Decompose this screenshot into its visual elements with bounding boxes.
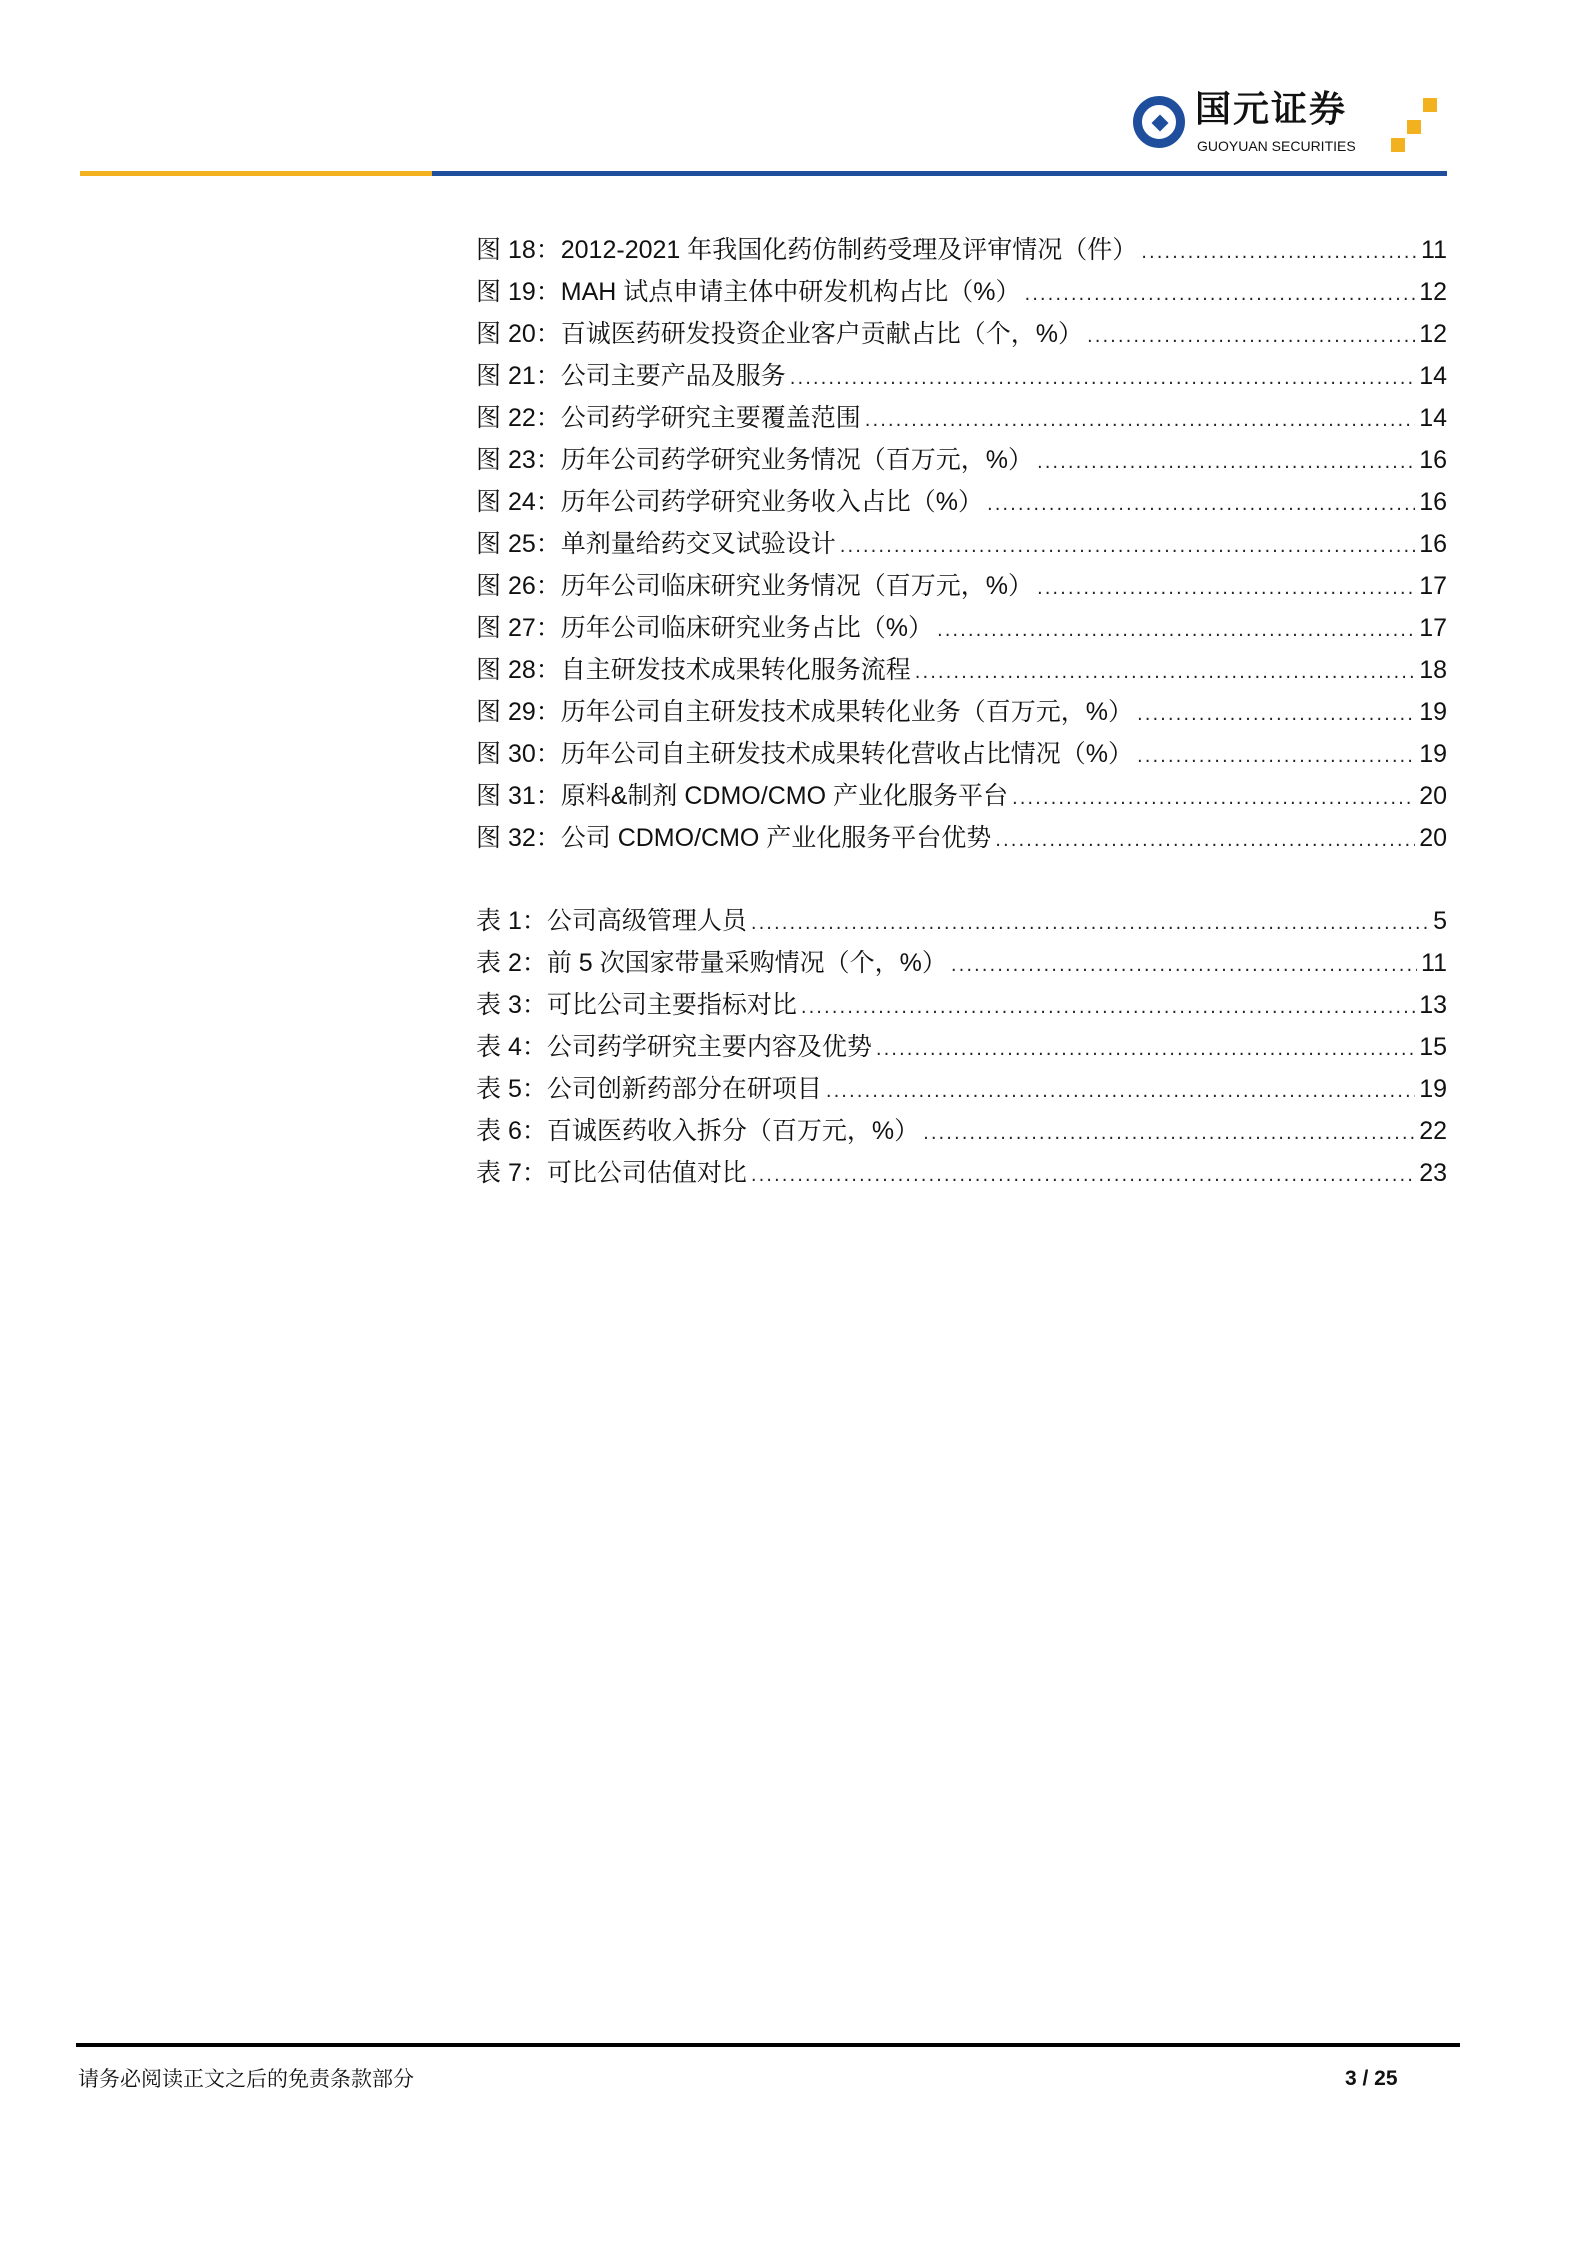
toc-leader-dots bbox=[876, 1029, 1415, 1068]
header-rule-blue bbox=[432, 171, 1447, 176]
header-rule-gold bbox=[80, 171, 432, 176]
toc-entry-label: 表 5：公司创新药部分在研项目 bbox=[476, 1075, 822, 1103]
toc-entry-label: 表 4：公司药学研究主要内容及优势 bbox=[476, 1033, 872, 1061]
toc-entry-page: 17 bbox=[1419, 572, 1447, 600]
toc-leader-dots bbox=[1037, 442, 1415, 481]
toc-entry-page: 12 bbox=[1419, 278, 1447, 306]
toc-entry[interactable] bbox=[476, 355, 1447, 397]
logo-square-icon bbox=[1407, 120, 1421, 134]
toc-entry-label: 图 28：自主研发技术成果转化服务流程 bbox=[476, 656, 911, 684]
toc-leader-dots bbox=[1087, 316, 1415, 355]
toc-entry-label: 表 2：前 5 次国家带量采购情况（个，%） bbox=[476, 949, 947, 977]
toc-entry-label: 图 21：公司主要产品及服务 bbox=[476, 362, 786, 390]
toc-entry[interactable] bbox=[476, 439, 1447, 481]
toc-entry[interactable] bbox=[476, 397, 1447, 439]
toc-entry-label: 表 7：可比公司估值对比 bbox=[476, 1159, 747, 1187]
toc-entry-label: 图 25：单剂量给药交叉试验设计 bbox=[476, 530, 836, 558]
toc-entry-label: 表 1：公司高级管理人员 bbox=[476, 907, 747, 935]
toc-entry-page: 14 bbox=[1419, 404, 1447, 432]
toc-entry-page: 14 bbox=[1419, 362, 1447, 390]
toc-entry[interactable] bbox=[476, 1068, 1447, 1110]
toc-entry-label: 图 27：历年公司临床研究业务占比（%） bbox=[476, 614, 933, 642]
toc-entry-label: 图 19：MAH 试点申请主体中研发机构占比（%） bbox=[476, 278, 1021, 306]
toc-entry-page: 19 bbox=[1419, 698, 1447, 726]
toc-entry-label: 图 31：原料&制剂 CDMO/CMO 产业化服务平台 bbox=[476, 782, 1008, 810]
toc-entry-label: 图 30：历年公司自主研发技术成果转化营收占比情况（%） bbox=[476, 740, 1133, 768]
toc-entry-label: 图 22：公司药学研究主要覆盖范围 bbox=[476, 404, 861, 432]
table-toc bbox=[476, 900, 1447, 1194]
toc-leader-dots bbox=[987, 484, 1415, 523]
toc-entry[interactable] bbox=[476, 733, 1447, 775]
toc-entry-label: 表 3：可比公司主要指标对比 bbox=[476, 991, 797, 1019]
toc-leader-dots bbox=[751, 903, 1429, 942]
toc-entry-page: 22 bbox=[1419, 1117, 1447, 1145]
toc-leader-dots bbox=[826, 1071, 1415, 1110]
toc-entry-page: 20 bbox=[1419, 824, 1447, 852]
toc-leader-dots bbox=[1137, 694, 1415, 733]
toc-leader-dots bbox=[1141, 232, 1417, 271]
toc-leader-dots bbox=[1012, 778, 1415, 817]
toc-entry-page: 12 bbox=[1419, 320, 1447, 348]
toc-entry[interactable] bbox=[476, 1152, 1447, 1194]
toc-entry-label: 图 23：历年公司药学研究业务情况（百万元，%） bbox=[476, 446, 1033, 474]
footer-disclaimer: 请务必阅读正文之后的免责条款部分 bbox=[78, 2067, 414, 2091]
toc-entry-page: 16 bbox=[1419, 446, 1447, 474]
toc-entry-page: 11 bbox=[1421, 236, 1447, 264]
toc-leader-dots bbox=[801, 987, 1415, 1026]
logo-en-text: GUOYUAN SECURITIES bbox=[1197, 138, 1356, 154]
toc-entry-page: 23 bbox=[1419, 1159, 1447, 1187]
toc-entry-page: 20 bbox=[1419, 782, 1447, 810]
toc-entry[interactable] bbox=[476, 607, 1447, 649]
toc-entry[interactable] bbox=[476, 565, 1447, 607]
toc-entry[interactable] bbox=[476, 691, 1447, 733]
toc-entry[interactable] bbox=[476, 1026, 1447, 1068]
toc-entry[interactable] bbox=[476, 942, 1447, 984]
toc-entry[interactable] bbox=[476, 775, 1447, 817]
toc-entry-label: 图 32：公司 CDMO/CMO 产业化服务平台优势 bbox=[476, 824, 992, 852]
toc-entry[interactable] bbox=[476, 1110, 1447, 1152]
toc-leader-dots bbox=[1037, 568, 1415, 607]
toc-entry-page: 15 bbox=[1419, 1033, 1447, 1061]
toc-entry-page: 13 bbox=[1419, 991, 1447, 1019]
toc-entry-label: 图 18：2012-2021 年我国化药仿制药受理及评审情况（件） bbox=[476, 236, 1138, 264]
toc-entry[interactable] bbox=[476, 481, 1447, 523]
toc-entry[interactable] bbox=[476, 523, 1447, 565]
footer-rule bbox=[76, 2043, 1460, 2047]
toc-entry-page: 16 bbox=[1419, 488, 1447, 516]
toc-leader-dots bbox=[751, 1155, 1415, 1194]
toc-entry[interactable] bbox=[476, 229, 1447, 271]
toc-entry-page: 18 bbox=[1419, 656, 1447, 684]
toc-leader-dots bbox=[951, 945, 1417, 984]
toc-entry-page: 19 bbox=[1419, 740, 1447, 768]
toc-entry[interactable] bbox=[476, 649, 1447, 691]
toc-entry-page: 17 bbox=[1419, 614, 1447, 642]
toc-leader-dots bbox=[1137, 736, 1415, 775]
logo bbox=[1133, 90, 1453, 160]
figure-toc bbox=[476, 229, 1447, 859]
toc-entry-page: 16 bbox=[1419, 530, 1447, 558]
logo-cn-text: 国元证券 bbox=[1195, 89, 1348, 130]
toc-leader-dots bbox=[1024, 274, 1415, 313]
toc-leader-dots bbox=[937, 610, 1415, 649]
toc-entry[interactable] bbox=[476, 313, 1447, 355]
toc-entry[interactable] bbox=[476, 271, 1447, 313]
toc-leader-dots bbox=[790, 358, 1415, 397]
toc-entry[interactable] bbox=[476, 984, 1447, 1026]
logo-square-icon bbox=[1423, 98, 1437, 112]
logo-square-icon bbox=[1391, 138, 1405, 152]
toc-entry[interactable] bbox=[476, 817, 1447, 859]
toc-leader-dots bbox=[915, 652, 1415, 691]
toc-entry[interactable] bbox=[476, 900, 1447, 942]
toc-entry-page: 5 bbox=[1433, 907, 1447, 935]
logo-emblem-icon bbox=[1133, 96, 1185, 148]
page-number: 3 / 25 bbox=[1345, 2067, 1398, 2090]
toc-entry-page: 11 bbox=[1421, 949, 1447, 977]
toc-entry-label: 图 26：历年公司临床研究业务情况（百万元，%） bbox=[476, 572, 1033, 600]
toc-leader-dots bbox=[995, 820, 1415, 859]
toc-entry-label: 表 6：百诚医药收入拆分（百万元，%） bbox=[476, 1117, 920, 1145]
toc-entry-page: 19 bbox=[1419, 1075, 1447, 1103]
toc-leader-dots bbox=[923, 1113, 1415, 1152]
toc-entry-label: 图 20：百诚医药研发投资企业客户贡献占比（个，%） bbox=[476, 320, 1083, 348]
toc-leader-dots bbox=[840, 526, 1415, 565]
toc-leader-dots bbox=[865, 400, 1415, 439]
toc-entry-label: 图 29：历年公司自主研发技术成果转化业务（百万元，%） bbox=[476, 698, 1133, 726]
toc-entry-label: 图 24：历年公司药学研究业务收入占比（%） bbox=[476, 488, 983, 516]
